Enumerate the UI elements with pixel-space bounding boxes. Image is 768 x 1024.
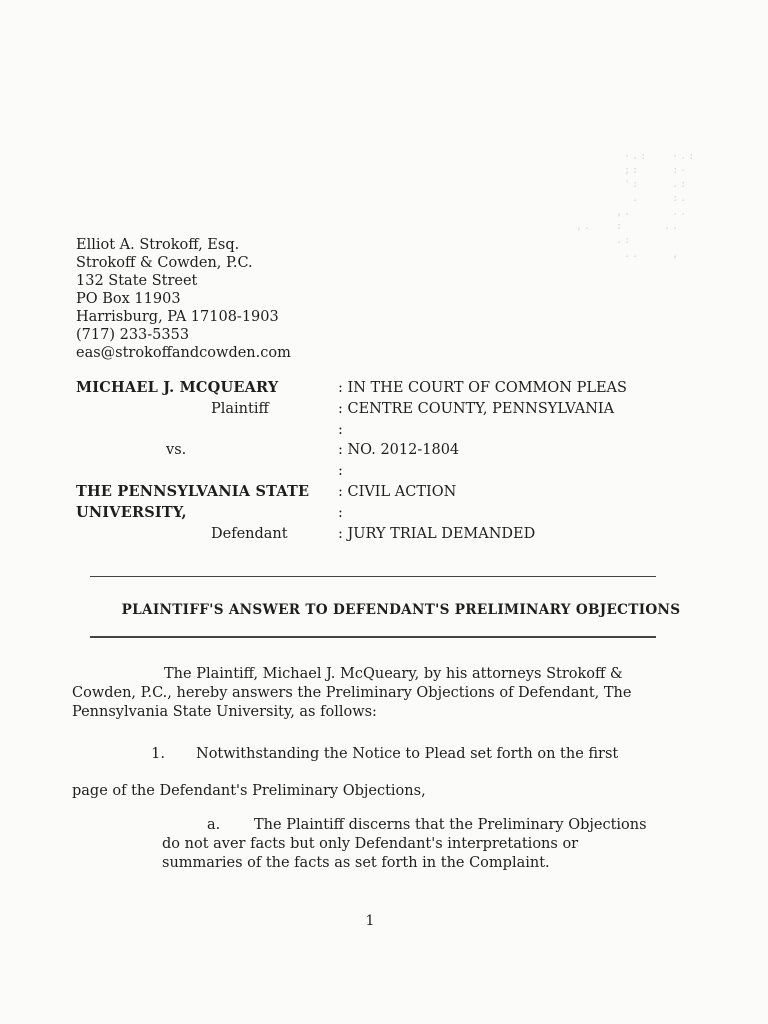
- court-name: : IN THE COURT OF COMMON PLEAS: [338, 380, 627, 396]
- caption-separator: :: [338, 504, 343, 521]
- versus-label: vs.: [166, 442, 187, 459]
- defendant-name-line1: THE PENNSYLVANIA STATE: [76, 482, 310, 500]
- item-1-line-1: Notwithstanding the Notice to Plead set forth on the first: [196, 746, 619, 762]
- intro-line-1: The Plaintiff, Michael J. McQueary, by his attorneys Strokoff &: [164, 666, 623, 682]
- email-address: eas@strokoffandcowden.com: [76, 345, 291, 361]
- firm-name: Strokoff & Cowden, P.C.: [76, 255, 253, 271]
- filing-stamp: ·.: ·.: ;: :- ': .: . :. ,. .. ,. : .. .: .. ,: [560, 151, 697, 260]
- item-number: 1.: [151, 746, 165, 762]
- action-type: : CIVIL ACTION: [338, 483, 457, 500]
- sub-item-a: [162, 816, 662, 873]
- case-number: : NO. 2012-1804: [338, 442, 460, 459]
- sub-item-letter: a.: [207, 817, 221, 833]
- page-number: 1: [365, 913, 375, 929]
- divider-top: [90, 576, 656, 577]
- item-1-line-2: page of the Defendant's Preliminary Objections,: [72, 783, 426, 799]
- case-caption-parties: [76, 378, 336, 544]
- plaintiff-name: MICHAEL J. MCQUEARY: [76, 379, 279, 396]
- intro-line-2: Cowden, P.C., hereby answers the Preliminary Objections of Defendant, The: [72, 685, 632, 701]
- divider-bottom: [90, 636, 656, 638]
- attorney-name: Elliot A. Strokoff, Esq.: [76, 237, 240, 253]
- attorney-block: [76, 236, 291, 362]
- intro-paragraph: [72, 665, 662, 722]
- plaintiff-role: Plaintiff: [211, 400, 269, 417]
- document-title: PLAINTIFF'S ANSWER TO DEFENDANT'S PRELIMINARY OBJECTIONS: [121, 602, 681, 618]
- caption-separator: :: [338, 463, 343, 480]
- city-state-zip: Harrisburg, PA 17108-1903: [76, 309, 279, 325]
- defendant-name-line2: UNIVERSITY,: [76, 503, 187, 521]
- case-caption-court: [338, 378, 678, 544]
- sub-item-a-line-1: The Plaintiff discerns that the Preliminary Objections: [254, 817, 647, 833]
- numbered-item-1: [72, 745, 672, 764]
- sub-item-a-line-3: summaries of the facts as set forth in the Complaint.: [162, 855, 550, 871]
- sub-item-a-line-2: do not aver facts but only Defendant's interpretations or: [162, 836, 579, 852]
- county-name: : CENTRE COUNTY, PENNSYLVANIA: [338, 400, 615, 417]
- jury-demand: : JURY TRIAL DEMANDED: [338, 525, 536, 542]
- intro-line-3: Pennsylvania State University, as follows:: [72, 704, 377, 720]
- street-address: 132 State Street: [76, 273, 198, 289]
- po-box: PO Box 11903: [76, 291, 181, 307]
- caption-separator: :: [338, 421, 343, 438]
- defendant-role: Defendant: [211, 525, 288, 542]
- phone-number: (717) 233-5353: [76, 327, 190, 343]
